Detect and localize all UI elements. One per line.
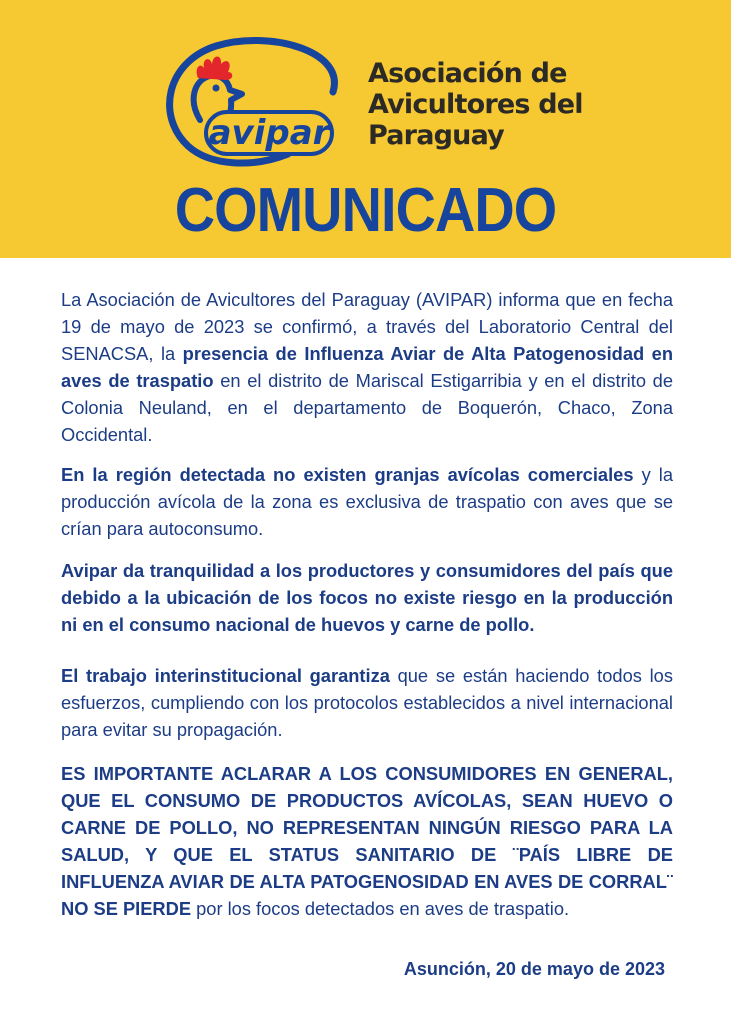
- header-banner: [0, 0, 731, 258]
- paragraph-4-text: que se están haciendo todos los esfuerzos, cumpliendo con los protocolos establecidos a nivel internacional para evitar su propagación.: [61, 665, 673, 740]
- org-name-line-1: Asociación de: [368, 58, 567, 89]
- paragraph-5-bold: ES IMPORTANTE ACLARAR A LOS CONSUMIDORES EN GENERAL, QUE EL CONSUMO DE PRODUCTOS AVÍCOLAS, SEAN HUEVO O CARNE DE POLLO, NO REPRESENTAN NINGÚN RIESGO PARA LA SALUD, Y QUE EL STATUS SANITARIO DE ¨PAÍS LIBRE DE INFLUENZA AVIAR DE ALTA PATOGENOSIDAD EN AVES DE CORRAL¨ NO SE PIERDE: [61, 763, 673, 919]
- paragraph-1-text-b: en el distrito de Mariscal Estigarribia y en el distrito de Colonia Neuland, en el departamento de Boquerón, Chaco, Zona Occidental.: [61, 370, 673, 445]
- paragraph-2-bold: En la región detectada no existen granjas avícolas comerciales: [61, 464, 634, 485]
- paragraph-5: [61, 760, 673, 922]
- issue-date: Asunción, 20 de mayo de 2023: [403, 959, 665, 979]
- org-name-line-3: Paraguay: [368, 120, 504, 151]
- paragraph-3-bold: Avipar da tranquilidad a los productores y consumidores del país que debido a la ubicación de los focos no existe riesgo en la producción ni en el consumo nacional de huevos y carne de pollo.: [61, 560, 673, 635]
- paragraph-1-bold: presencia de Influenza Aviar de Alta Patogenosidad en aves de traspatio: [61, 343, 673, 391]
- communique-body: [61, 286, 673, 922]
- paragraph-4: [61, 662, 673, 743]
- avipar-logo: [158, 28, 354, 168]
- paragraph-4-bold: El trabajo interinstitucional garantiza: [61, 665, 390, 686]
- paragraph-1: [61, 286, 673, 448]
- logo-wordmark: avipar: [208, 113, 330, 153]
- organization-name: [368, 58, 628, 151]
- paragraph-2-text: y la producción avícola de la zona es exclusiva de traspatio con aves que se crían para autoconsumo.: [61, 464, 674, 539]
- paragraph-3: [61, 557, 673, 638]
- paragraph-5-text: por los focos detectados en aves de traspatio.: [191, 898, 570, 919]
- paragraph-1-text-a: La Asociación de Avicultores del Paraguay (AVIPAR) informa que en fecha 19 de mayo de 2023 se confirmó, a través del Laboratorio Central del SENACSA, la: [61, 289, 673, 364]
- org-name-line-2: Avicultores del: [368, 89, 583, 120]
- page-title: COMUNICADO: [174, 176, 557, 245]
- paragraph-2: [61, 461, 673, 542]
